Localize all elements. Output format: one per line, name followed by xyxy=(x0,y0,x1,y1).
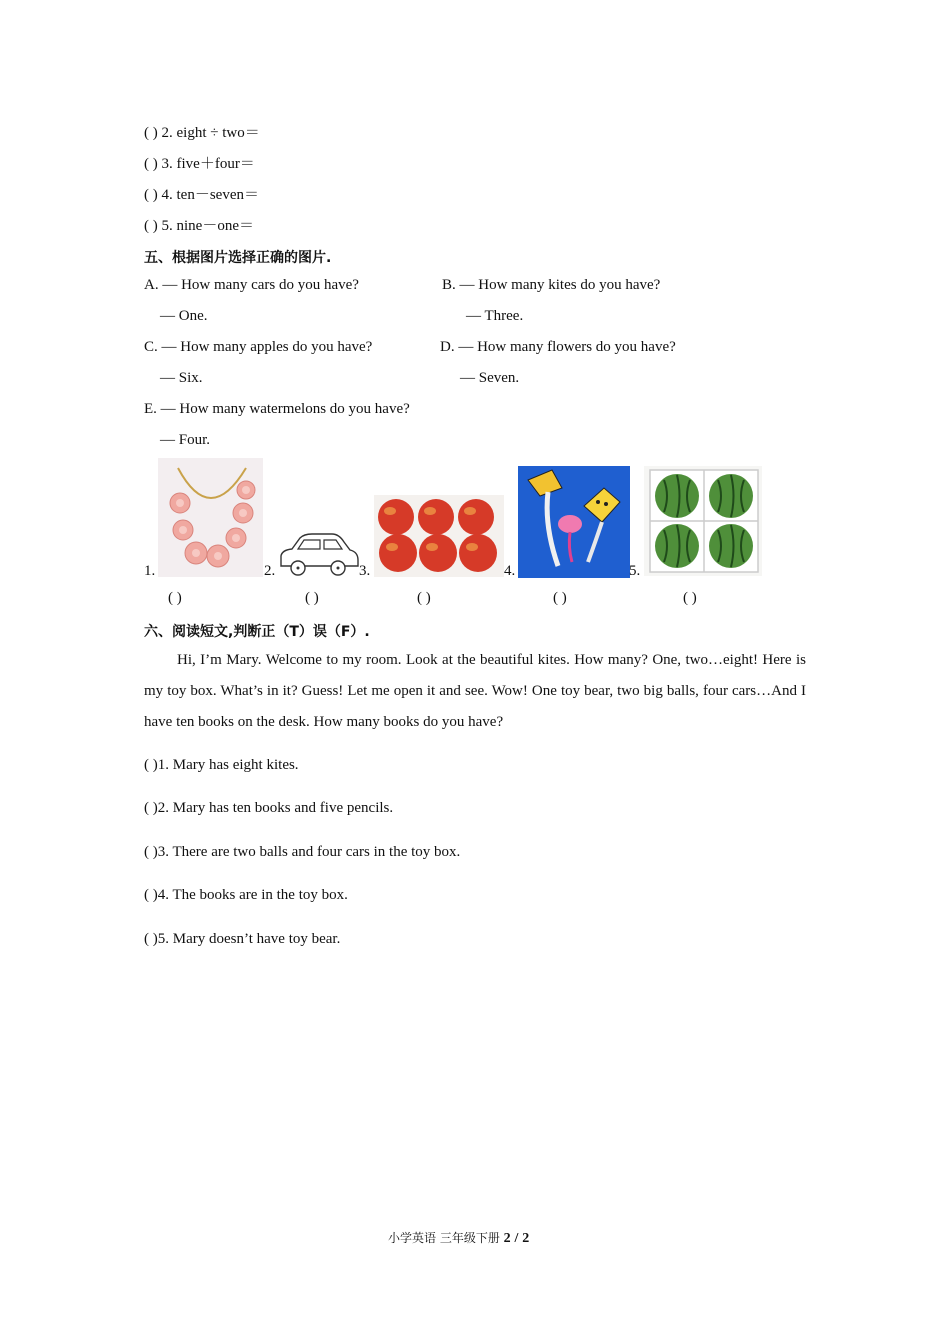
car-drawing xyxy=(276,530,362,578)
answer-blank[interactable]: ( ) xyxy=(144,800,158,816)
answer-blank[interactable]: ( ) xyxy=(144,757,158,773)
dialog-a-answer: — One. xyxy=(160,308,208,324)
math-expression: 5. nine－one＝ xyxy=(161,218,254,234)
answer-blank[interactable]: ( ) xyxy=(144,931,158,947)
picture-number-2: 2. xyxy=(264,563,276,579)
math-item xyxy=(144,214,254,235)
answer-blank[interactable]: ( ) xyxy=(144,218,158,234)
statement-item xyxy=(144,887,348,904)
watermelons-picture xyxy=(644,466,762,576)
dialog-d-question: D. — How many flowers do you have? xyxy=(440,339,676,355)
statement-item xyxy=(144,800,393,817)
answer-blank[interactable]: ( ) xyxy=(144,125,158,141)
picture-number-5: 5. xyxy=(629,563,641,579)
statement-text: 4. The books are in the toy box. xyxy=(157,887,348,903)
dialog-e-question: E. — How many watermelons do you have? xyxy=(144,401,410,417)
math-expression: 2. eight ÷ two＝ xyxy=(161,125,260,141)
section-6-title: 六、阅读短文,判断正（T）误（F）. xyxy=(144,624,370,640)
footer-subject: 小学英语 三年级下册 xyxy=(388,1231,500,1245)
picture-answer-blank-4[interactable]: ( ) xyxy=(553,590,567,606)
math-item xyxy=(144,183,259,204)
statement-item xyxy=(144,844,460,861)
picture-number-3: 3. xyxy=(359,563,371,579)
statement-item xyxy=(144,757,299,774)
math-item xyxy=(144,152,255,173)
picture-answer-blank-1[interactable]: ( ) xyxy=(168,590,182,606)
dialog-c-question: C. — How many apples do you have? xyxy=(144,339,373,355)
kites-picture xyxy=(518,466,630,578)
answer-blank[interactable]: ( ) xyxy=(144,844,158,860)
footer-total-pages: 2 xyxy=(522,1231,530,1246)
dialog-b-answer: — Three. xyxy=(466,308,524,324)
answer-blank[interactable]: ( ) xyxy=(144,156,158,172)
reading-passage: Hi, I’m Mary. Welcome to my room. Look at the beautiful kites. How many? One, two…eight! Here is my toy box. What’s in it? Guess! Let me open it and see. Wow! One toy bear, two big balls, four cars…And I have ten books on the desk. How many books do you have? xyxy=(144,652,806,730)
picture-number-4: 4. xyxy=(504,563,516,579)
necklace-picture xyxy=(158,458,263,577)
statement-item xyxy=(144,931,340,948)
dialog-b-question: B. — How many kites do you have? xyxy=(442,277,661,293)
statement-text: 2. Mary has ten books and five pencils. xyxy=(157,800,394,816)
footer-page-number: 2 xyxy=(503,1231,511,1246)
statement-text: 5. Mary doesn’t have toy bear. xyxy=(157,931,341,947)
dialog-a-question: A. — How many cars do you have? xyxy=(144,277,359,293)
picture-answer-blank-2[interactable]: ( ) xyxy=(305,590,319,606)
picture-number-1: 1. xyxy=(144,563,156,579)
apples-picture xyxy=(374,495,504,577)
statement-text: 3. There are two balls and four cars in the toy box. xyxy=(157,844,461,860)
section-5-title: 五、根据图片选择正确的图片. xyxy=(144,250,332,266)
picture-answer-blank-5[interactable]: ( ) xyxy=(683,590,697,606)
picture-answer-blank-3[interactable]: ( ) xyxy=(417,590,431,606)
dialog-e-answer: — Four. xyxy=(160,432,211,448)
answer-blank[interactable]: ( ) xyxy=(144,887,158,903)
page-footer xyxy=(388,1229,529,1247)
dialog-d-answer: — Seven. xyxy=(460,370,520,386)
answer-blank[interactable]: ( ) xyxy=(144,187,158,203)
math-item xyxy=(144,121,260,142)
dialog-c-answer: — Six. xyxy=(160,370,203,386)
statement-text: 1. Mary has eight kites. xyxy=(157,757,299,773)
footer-separator: / xyxy=(514,1231,519,1246)
math-expression: 3. five＋four＝ xyxy=(161,156,255,172)
math-expression: 4. ten－seven＝ xyxy=(161,187,259,203)
